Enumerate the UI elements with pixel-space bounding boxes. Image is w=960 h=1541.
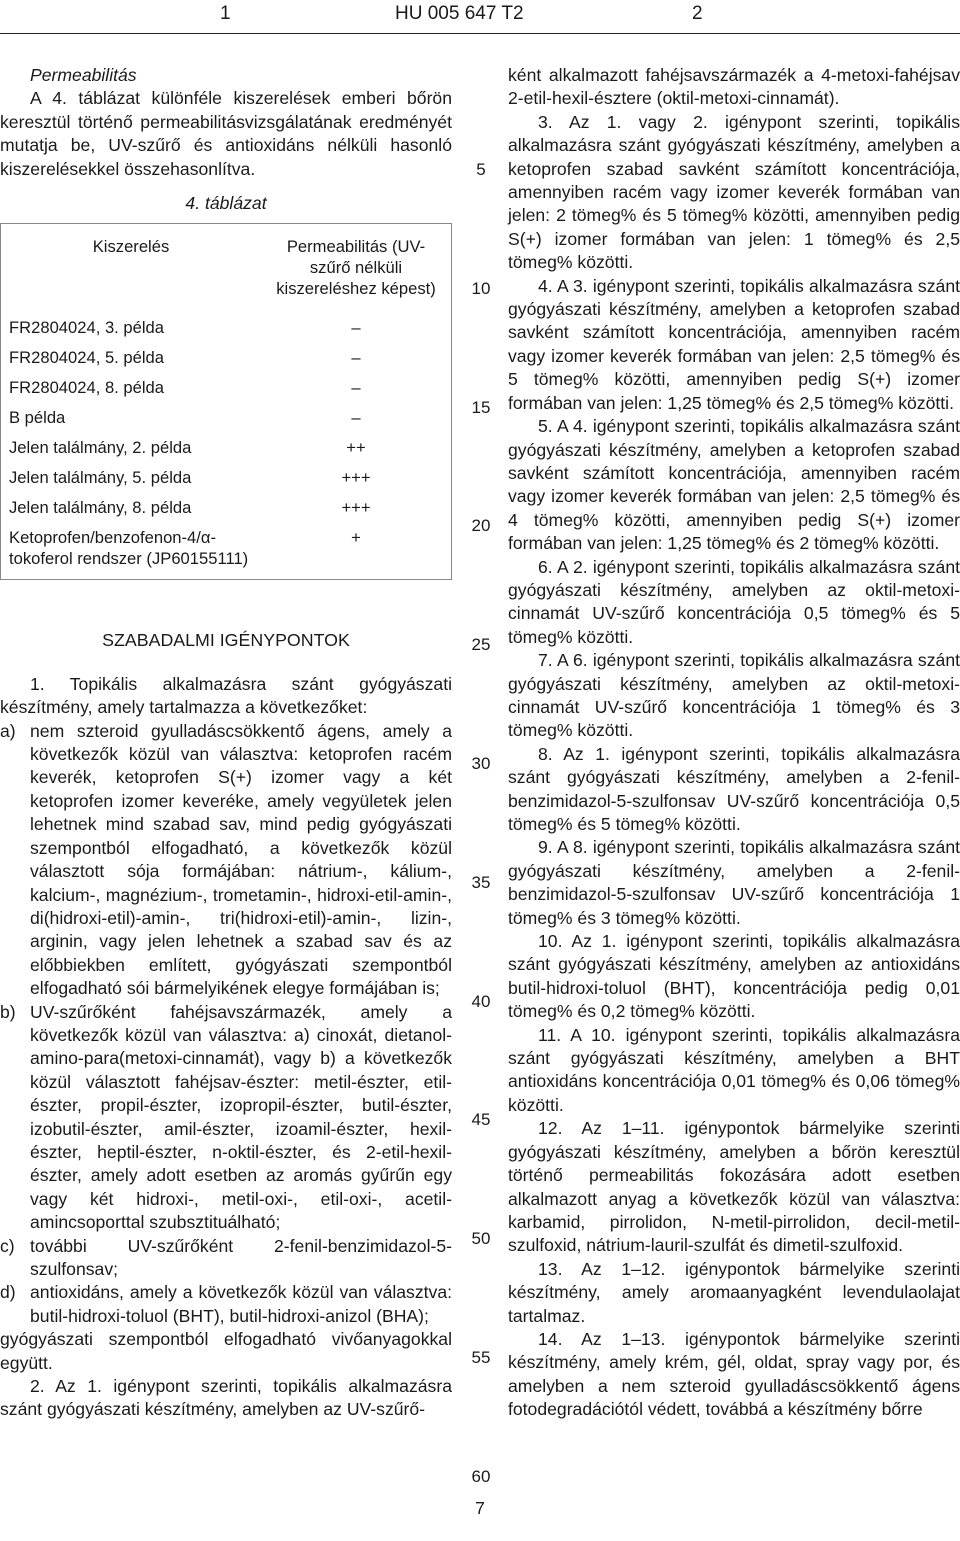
table-cell-permeability: –: [351, 378, 361, 398]
table-cell-permeability: +++: [341, 498, 371, 518]
claim-1-item: [0, 1235, 452, 1282]
table-cell-permeability: +: [351, 528, 361, 548]
table-row: [1, 373, 452, 403]
claim-paragraph: 10. Az 1. igénypont szerinti, topikális alkalmazásra szánt gyógyászati készítmény, amelyben az antioxidáns butil-hidroxi-toluol (BHT), koncentrációja pedig 0,01 tömeg% és 0,2 tömeg% közötti.: [508, 931, 960, 1022]
claim-1-item: [0, 1281, 452, 1328]
line-number: 40: [471, 991, 491, 1011]
table-col-header-formulation: Kiszerelés: [92, 237, 170, 257]
claim-2-continuation: ként alkalmazott fahéjsavszármazék a 4-metoxi-fahéjsav 2-etil-hexil-észtere (oktil-metoxi-cinnamát).: [508, 65, 960, 109]
claim-paragraph: 3. Az 1. vagy 2. igénypont szerinti, topikális alkalmazásra szánt gyógyászati készítmény, amelyben a ketoprofen szabad savként számított koncentrációja, amennyiben racém vagy izomer keverék formában van jelen: 2 tömeg% és 5 tömeg% közötti, amennyiben pedig S(+) izomer formában van jelen: 1 tömeg% és 2,5 tömeg% közötti.: [508, 111, 960, 273]
table-row: [1, 523, 452, 580]
table-cell-formulation: FR2804024, 5. példa: [9, 348, 164, 368]
claim-paragraph: 7. A 6. igénypont szerinti, topikális alkalmazásra szánt gyógyászati készítmény, amelyben az oktil-metoxi-cinnamát UV-szűrő koncentrációja 1 tömeg% és 3 tömeg% közötti.: [508, 650, 960, 741]
claim-paragraph: 14. Az 1–13. igénypontok bármelyike szerinti készítmény, amely krém, gél, oldat, spray vagy por, és amelyben a nem szteroid gyulladáscsökkentő ágens fotodegradációtól védett, továbbá a készítmény bőrre: [508, 1328, 960, 1420]
claim-paragraph: 8. Az 1. igénypont szerinti, topikális alkalmazásra szánt gyógyászati készítmény, amelyben a 2-fenil-benzimidazol-5-szulfonsav UV-szűrő koncentrációja 0,5 tömeg% és 5 tömeg% közötti.: [508, 743, 960, 834]
claim-item-text: további UV-szűrőként 2-fenil-benzimidazol-5-szulfonsav;: [30, 1235, 452, 1279]
table-title: 4. táblázat: [185, 193, 267, 214]
claim-1-item: [0, 720, 452, 1001]
line-number: 10: [471, 278, 491, 298]
line-number: 20: [471, 516, 491, 536]
table-header-row: [1, 224, 452, 314]
claim-item-label: c): [0, 1235, 15, 1256]
table-col-header-permeability: Permeabilitás (UV-szűrő nélküli kiszereléshez képest): [276, 237, 436, 299]
table-cell-formulation: FR2804024, 3. példa: [9, 318, 164, 338]
left-page-number: 1: [220, 3, 231, 24]
line-number: 60: [471, 1466, 491, 1486]
table-row: [1, 433, 452, 463]
table-cell-permeability: –: [351, 408, 361, 428]
table-cell-formulation: FR2804024, 8. példa: [9, 378, 164, 398]
claim-item-text: UV-szűrőként fahéjsavszármazék, amely a következők közül van választva: a) cinoxát, dietanol-amino-para(metoxi-cinnamát), vagy b) a következők közül választott fahéjsav-észter: metil-észter, etil-észter, propil-észter, izopropil-észter, butil-észter, izobutil-észter, amil-észter, izoamil-észter, hexil-észter, heptil-észter, n-oktil-észter, és 2-etil-hexil-észter, amely adott esetben az aromás gyűrűn egy vagy két hidroxi-, metil-oxi-, etil-oxi-, acetil-amincsoporttal szubsztituálható;: [30, 1001, 452, 1233]
claim-item-label: d): [0, 1282, 16, 1303]
page-number: 7: [475, 1498, 485, 1518]
line-number: 35: [471, 872, 491, 892]
table-row: [1, 343, 452, 373]
table-cell-formulation: Jelen találmány, 2. példa: [9, 438, 192, 458]
right-page-number: 2: [692, 3, 703, 24]
claim-paragraph: 12. Az 1–11. igénypontok bármelyike szerinti gyógyászati készítmény, amelyben a bőrön keresztül történő permeabilitás fokozására adott esetben alkalmazott anyag a következők közül van választva: karbamid, pirrolidon, N-metil-pirrolidon, decil-metil-szulfoxid, nátrium-lauril-szulfát és dimetil-szulfoxid.: [508, 1118, 960, 1256]
right-column: [508, 64, 960, 1422]
claim-paragraph: 6. A 2. igénypont szerinti, topikális alkalmazásra szánt gyógyászati készítmény, amelyben az oktil-metoxi-cinnamát UV-szűrő koncentrációja 0,5 tömeg% és 5 tömeg% közötti.: [508, 556, 960, 647]
header-rule: [0, 33, 960, 34]
line-number: 55: [471, 1348, 491, 1367]
claim-paragraph: 11. A 10. igénypont szerinti, topikális alkalmazásra szánt gyógyászati készítmény, amelyben a BHT antioxidáns koncentrációja 0,01 tömeg% és 0,06 tömeg% közötti.: [508, 1024, 960, 1115]
table-cell-formulation: Jelen találmány, 5. példa: [9, 468, 192, 488]
table-row: [1, 493, 452, 523]
document-id: HU 005 647 T2: [395, 3, 524, 24]
section-title: Permeabilitás: [30, 65, 137, 85]
table-row: [1, 403, 452, 433]
line-number: 45: [471, 1110, 491, 1130]
table-cell-permeability: –: [351, 318, 361, 338]
claim-item-text: nem szteroid gyulladáscsökkentő ágens, amely a következők közül van választva: ketoprofen racém keverék, ketoprofen S(+) izomer vagy a két ketoprofen izomer keveréke, amely vegyületek jelen lehetnek mind szabad sav, mind pedig gyógyászati szempontból elfogadható, a következők közül választott sója formájában: nátrium-, kálium-, kalcium-, magnézium-, trometamin-, hidroxi-etil-amin-, di(hidroxi-etil)-amin-, tri(hidroxi-etil)-amin-, lizin-, arginin, vagy jelen lehetnek a szabad sav és az előbbiekben említett, gyógyászati szempontból elfogadható sói bármelyikének elegye formájában is;: [30, 720, 452, 999]
line-number: 50: [471, 1229, 491, 1249]
table-cell-permeability: +++: [341, 468, 371, 488]
left-column: [0, 64, 452, 1422]
line-number: 30: [471, 754, 491, 773]
intro-paragraph: A 4. táblázat különféle kiszerelések emberi bőrön keresztül történő permeabilitásvizsgálatának eredményét mutatja be, UV-szűrő és antioxidáns nélküli hasonló kiszerelésekkel összehasonlítva.: [0, 88, 452, 179]
line-number: 5: [476, 160, 486, 179]
claims-heading: SZABADALMI IGÉNYPONTOK: [102, 630, 350, 651]
claim-item-text: antioxidáns, amely a következők közül van választva: butil-hidroxi-toluol (BHT), butil-hidroxi-anizol (BHA);: [30, 1282, 452, 1326]
claim-paragraph: 9. A 8. igénypont szerinti, topikális alkalmazásra szánt gyógyászati készítmény, amelyben a 2-fenil-benzimidazol-5-szulfonsav UV-szűrő koncentrációja 1 tömeg% és 3 tömeg% közötti.: [508, 837, 960, 928]
claim-item-label: a): [0, 720, 16, 741]
claim-item-label: b): [0, 1001, 16, 1022]
claim-1-item: [0, 1001, 452, 1235]
claim-paragraph: 4. A 3. igénypont szerinti, topikális alkalmazásra szánt gyógyászati készítmény, amelyben a ketoprofen szabad savként számított koncentrációja, amennyiben racém vagy izomer keverék formában van jelen: 2,5 tömeg% és 5 tömeg% közötti, amennyiben pedig S(+) izomer formában van jelen: 1,25 tömeg% és 2,5 tömeg% közötti.: [508, 275, 960, 413]
table-cell-permeability: –: [351, 348, 361, 368]
claim-paragraph: 5. A 4. igénypont szerinti, topikális alkalmazásra szánt gyógyászati készítmény, amelyben a ketoprofen szabad savként számított koncentrációja, amennyiben racém vagy izomer keverék formában van jelen: 2,5 tömeg% és 4 tömeg% közötti, amennyiben pedig S(+) izomer formában van jelen: 1,25 tömeg% és 2 tömeg% közötti.: [508, 416, 960, 554]
table-row: [1, 313, 452, 343]
claim-1-items: [0, 720, 452, 1329]
claim-2-start: 2. Az 1. igénypont szerinti, topikális alkalmazásra szánt gyógyászati készítmény, amelyben az UV-szűrő-: [0, 1376, 452, 1420]
claim-1-end: gyógyászati szempontból elfogadható vivőanyagokkal együtt.: [0, 1329, 452, 1373]
table-cell-permeability: ++: [346, 438, 366, 458]
line-number: 15: [471, 397, 491, 417]
claim-paragraph: 13. Az 1–12. igénypontok bármelyike szerinti készítmény, amely aromaanyagként levendulaolajat tartalmaz.: [508, 1258, 960, 1326]
permeability-table: [0, 223, 452, 580]
table-cell-formulation: Jelen találmány, 8. példa: [9, 498, 192, 518]
table-cell-formulation: Ketoprofen/benzofenon-4/α-tokoferol rendszer (JP60155111): [9, 528, 249, 569]
table-cell-formulation: B példa: [9, 408, 66, 428]
claim-1-intro: 1. Topikális alkalmazásra szánt gyógyászati készítmény, amely tartalmazza a következőket:: [0, 673, 452, 718]
table-row: [1, 463, 452, 493]
line-number: 25: [471, 635, 491, 655]
